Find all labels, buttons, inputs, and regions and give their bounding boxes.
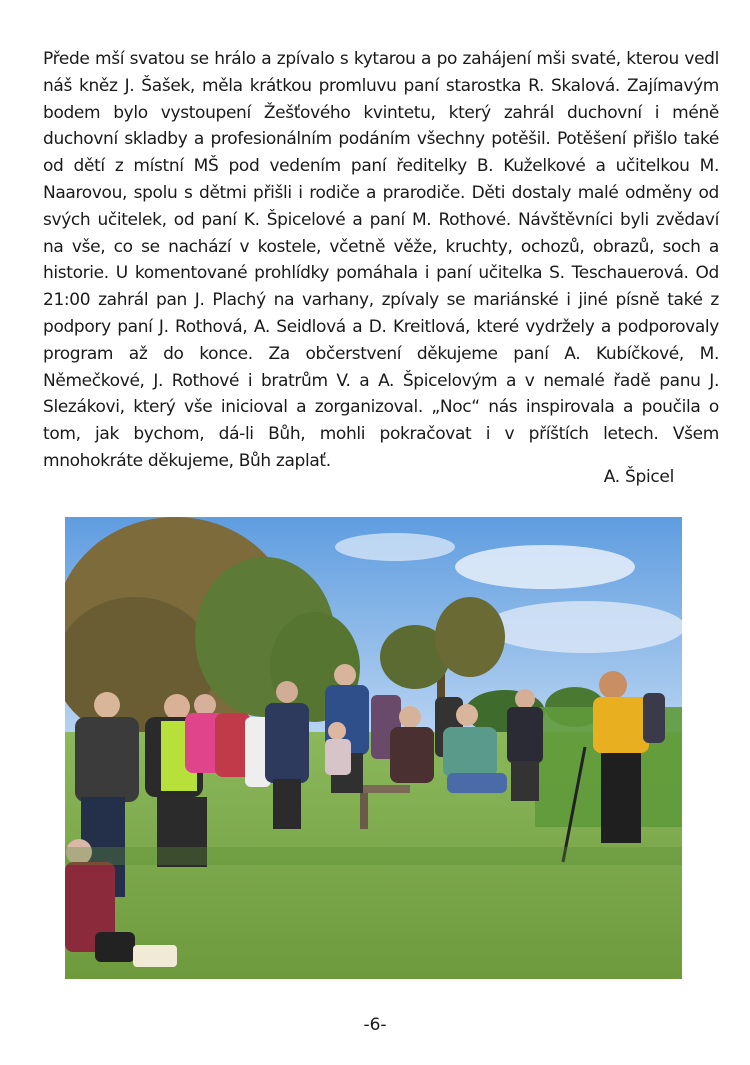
cloud [455,545,635,589]
author-signature: A. Špicel [603,467,674,487]
article-text [43,46,719,475]
group-photo-illustration [65,517,682,979]
article-paragraph: Přede mší svatou se hrálo a zpívalo s kytarou a po zahájení mši svaté, kterou vedl náš kněz J. Šašek, měla krátkou promluvu paní starostka R. Skalová. Zajímavým bodem bylo vystoupení Žešťového kvintetu, který zahrál duchovní i méně duchovní skladby a profesionálním podáním všechny potěšil. Potěšení přišlo také od dětí z místní MŠ pod vedením paní ředitelky B. Kuželkové a učitelkou M. Naarovou, spolu s dětmi přišli i rodiče a prarodiče. Děti dostaly malé odměny od svých učitelek, od paní K. Špicelové a paní M. Rothové. Návštěvníci byli zvědaví na vše, co se nachází v kostele, včetně věže, kruchty, ochozů, obrazů, soch a historie. U komentované prohlídky pomáhala i paní učitelka S. Teschauerová. Od 21:00 zahrál pan J. Plachý na varhany, zpívaly se mariánské i jiné písně také z podpory paní J. Rothová, A. Seidlová a D. Kreitlová, které vydržely a podporovaly program až do konce. Za občerstvení děkujeme paní A. Kubíčkové, M. Němečkové, J. Rothové i bratrům V. a A. Špicelovým a v nemalé řadě panu J. Slezákovi, který vše inicioval a zorganizoval. „Noc“ nás inspirovala a poučila o tom, jak bychom, dá-li Bůh, mohli pokračovat i v příštích letech. Všem mnohokráte děkujeme, Bůh zaplať. [43,49,719,471]
cloud [485,601,682,653]
group-photo [65,517,682,979]
cloud [335,533,455,561]
tree-center [435,597,505,677]
page-number: -6- [363,1015,387,1035]
shadow [65,847,682,865]
bench-leg [360,793,368,829]
